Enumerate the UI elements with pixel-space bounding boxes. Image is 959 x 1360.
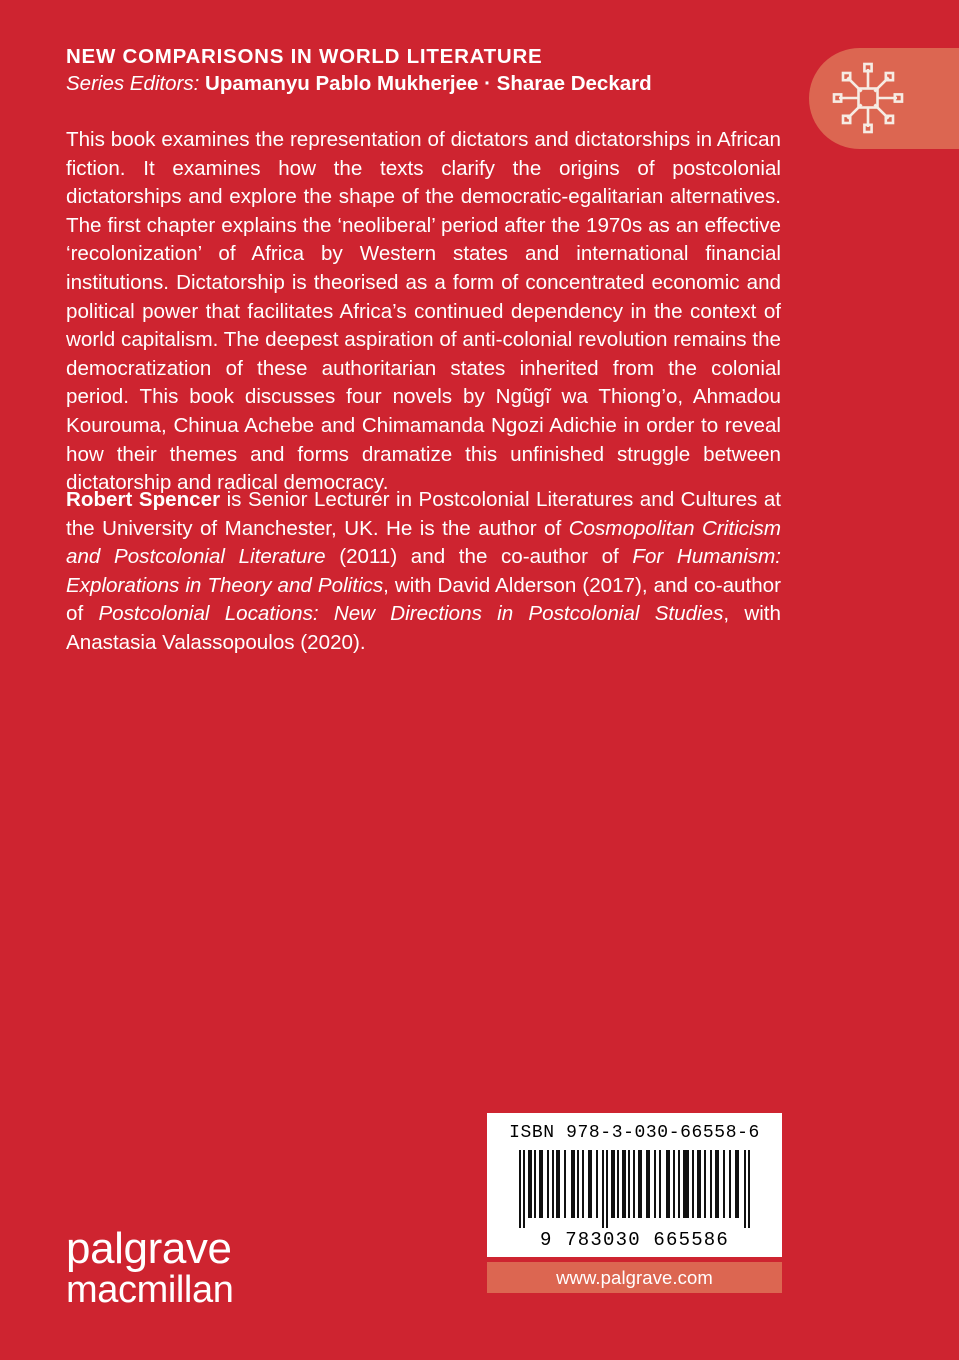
series-title: NEW COMPARISONS IN WORLD LITERATURE [66,45,543,68]
isbn-text: ISBN 978-3-030-66558-6 [509,1123,760,1143]
bio-segment-3: , with David Alderson (2017), and co-author of [66,573,781,626]
palgrave-emblem-panel [809,48,959,149]
series-editors-names: Upamanyu Pablo Mukherjee · Sharae Deckard [205,72,652,96]
imprint-macmillan-text: macmillan [66,1269,234,1312]
publisher-imprint-logo [66,1224,234,1312]
publisher-website[interactable]: www.palgrave.com [487,1262,782,1293]
palgrave-sun-emblem-icon [828,58,908,138]
barcode-digits: 9 783030 665586 [539,1229,730,1251]
book-description: This book examines the representation of dictators and dictatorships in African fiction. It examines how the texts clarify the origins of postcolonial dictatorships and explore the shape of the democratic-egalitarian alternatives. The first chapter explains the ‘neoliberal’ period after the 1970s as an effective ‘recolonization’ of Africa by Western states and international financial institutions. Dictatorship is theorised as a form of concentrated economic and political power that facilitates Africa’s continued dependency in the context of world capitalism. The deepest aspiration of anti-colonial revolution remains the democratization of these authoritarian states inherited from the colonial period. This book discusses four novels by Ngũgĩ wa Thiong’o, Ahmadou Kourouma, Chinua Achebe and Chimamanda Ngozi Adichie in order to reveal how their themes and forms dramatize this unfinished struggle between dictatorship and radical democracy. [66,128,781,495]
ean13-barcode-icon [519,1150,751,1228]
series-heading-block [66,44,782,98]
series-editors-label: Series Editors: [66,72,200,96]
series-editors-line [66,71,782,98]
author-biography [66,486,781,658]
bio-book-title-3: Postcolonial Locations: New Directions in Postcolonial Studies [98,602,724,626]
imprint-palgrave-text: palgrave [66,1224,232,1273]
author-name: Robert Spencer [66,488,221,511]
barcode-card [487,1113,782,1257]
bio-segment-4: , with Anastasia Valassopoulos (2020). [66,602,781,654]
bio-book-title-1: Cosmopolitan Criticism and Postcolonial Literature [66,516,781,569]
bio-book-title-2: For Humanism: Explorations in Theory and Politics [66,545,781,597]
bio-segment-2: (2011) and the co-author of [325,545,633,569]
bio-segment-1: is Senior Lecturer in Postcolonial Literatures and Cultures at the University of Manchester, UK. He is the author of [66,488,781,540]
barcode-block [487,1113,782,1293]
